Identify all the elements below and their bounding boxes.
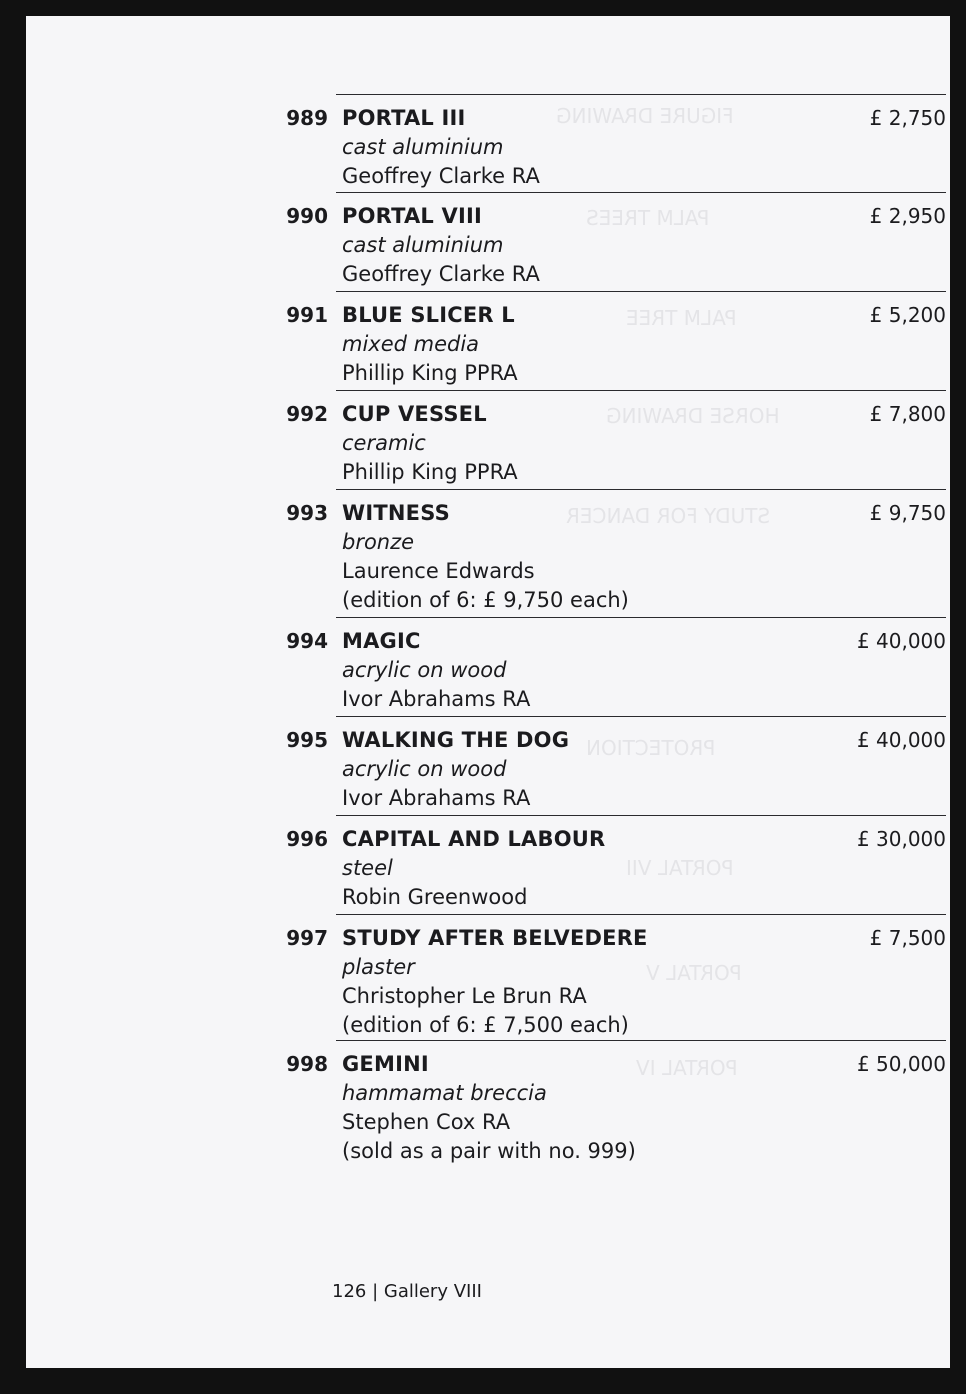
entry-divider	[336, 390, 946, 391]
entry-price: £ 30,000	[856, 827, 946, 851]
show-through-text: PROTECTION	[586, 736, 716, 760]
entry-medium: cast aluminium	[342, 135, 504, 159]
entry-divider	[336, 617, 946, 618]
entry-number: 995	[286, 728, 328, 752]
entry-price: £ 2,750	[869, 106, 946, 130]
entry-title: STUDY AFTER BELVEDERE	[342, 926, 648, 950]
entry-price: £ 40,000	[856, 728, 946, 752]
show-through-text: HORSE DRAWING	[606, 404, 780, 428]
entry-medium: mixed media	[342, 332, 480, 356]
page-footer: 126 | Gallery VIII	[332, 1281, 482, 1302]
entry-note: (edition of 6: £ 9,750 each)	[342, 588, 629, 612]
entry-medium: plaster	[342, 955, 415, 979]
show-through-text: PORTAL IV	[636, 1056, 738, 1080]
entry-title: WALKING THE DOG	[342, 728, 570, 752]
entry-divider	[336, 914, 946, 915]
entry-price: £ 9,750	[869, 501, 946, 525]
entry-number: 993	[286, 501, 328, 525]
entry-price: £ 7,800	[869, 402, 946, 426]
entry-artist: Stephen Cox RA	[342, 1110, 511, 1134]
entry-artist: Geoffrey Clarke RA	[342, 164, 540, 188]
entry-title: BLUE SLICER L	[342, 303, 515, 327]
entry-title: PORTAL III	[342, 106, 466, 130]
catalogue-page	[26, 16, 950, 1368]
entry-divider	[336, 815, 946, 816]
entry-price: £ 40,000	[856, 629, 946, 653]
entry-number: 994	[286, 629, 328, 653]
entry-note: (edition of 6: £ 7,500 each)	[342, 1013, 629, 1037]
entry-artist: Robin Greenwood	[342, 885, 528, 909]
entry-divider	[336, 192, 946, 193]
entry-artist: Christopher Le Brun RA	[342, 984, 587, 1008]
entry-price: £ 7,500	[869, 926, 946, 950]
show-through-text: STUDY FOR DANCER	[566, 504, 771, 528]
entry-divider	[336, 1040, 946, 1041]
entry-number: 989	[286, 106, 328, 130]
entry-medium: steel	[342, 856, 393, 880]
entry-medium: acrylic on wood	[342, 658, 507, 682]
entry-price: £ 50,000	[856, 1052, 946, 1076]
entry-artist: Phillip King PPRA	[342, 361, 518, 385]
entry-divider	[336, 94, 946, 95]
show-through-text: PALM TREES	[586, 206, 710, 230]
entry-divider	[336, 489, 946, 490]
entry-title: MAGIC	[342, 629, 421, 653]
entry-number: 996	[286, 827, 328, 851]
entry-artist: Phillip King PPRA	[342, 460, 518, 484]
entry-number: 992	[286, 402, 328, 426]
entry-divider	[336, 291, 946, 292]
entry-title: CUP VESSEL	[342, 402, 487, 426]
entry-price: £ 2,950	[869, 204, 946, 228]
entry-medium: ceramic	[342, 431, 426, 455]
entry-title: GEMINI	[342, 1052, 429, 1076]
entry-artist: Ivor Abrahams RA	[342, 687, 531, 711]
entry-number: 990	[286, 204, 328, 228]
entry-number: 991	[286, 303, 328, 327]
entry-medium: acrylic on wood	[342, 757, 507, 781]
entry-title: PORTAL VIII	[342, 204, 483, 228]
show-through-text: PORTAL VII	[626, 856, 734, 880]
show-through-text: FIGURE DRAWING	[556, 104, 734, 128]
entry-medium: cast aluminium	[342, 233, 504, 257]
entry-number: 998	[286, 1052, 328, 1076]
entry-number: 997	[286, 926, 328, 950]
entry-price: £ 5,200	[869, 303, 946, 327]
entry-artist: Ivor Abrahams RA	[342, 786, 531, 810]
entry-title: CAPITAL AND LABOUR	[342, 827, 606, 851]
entry-artist: Geoffrey Clarke RA	[342, 262, 540, 286]
entry-medium: bronze	[342, 530, 415, 554]
entry-note: (sold as a pair with no. 999)	[342, 1139, 636, 1163]
show-through-text: PORTAL V	[646, 961, 742, 985]
entry-title: WITNESS	[342, 501, 450, 525]
entry-artist: Laurence Edwards	[342, 559, 535, 583]
entry-divider	[336, 716, 946, 717]
show-through-text: PALM TREE	[626, 306, 737, 330]
entry-medium: hammamat breccia	[342, 1081, 547, 1105]
